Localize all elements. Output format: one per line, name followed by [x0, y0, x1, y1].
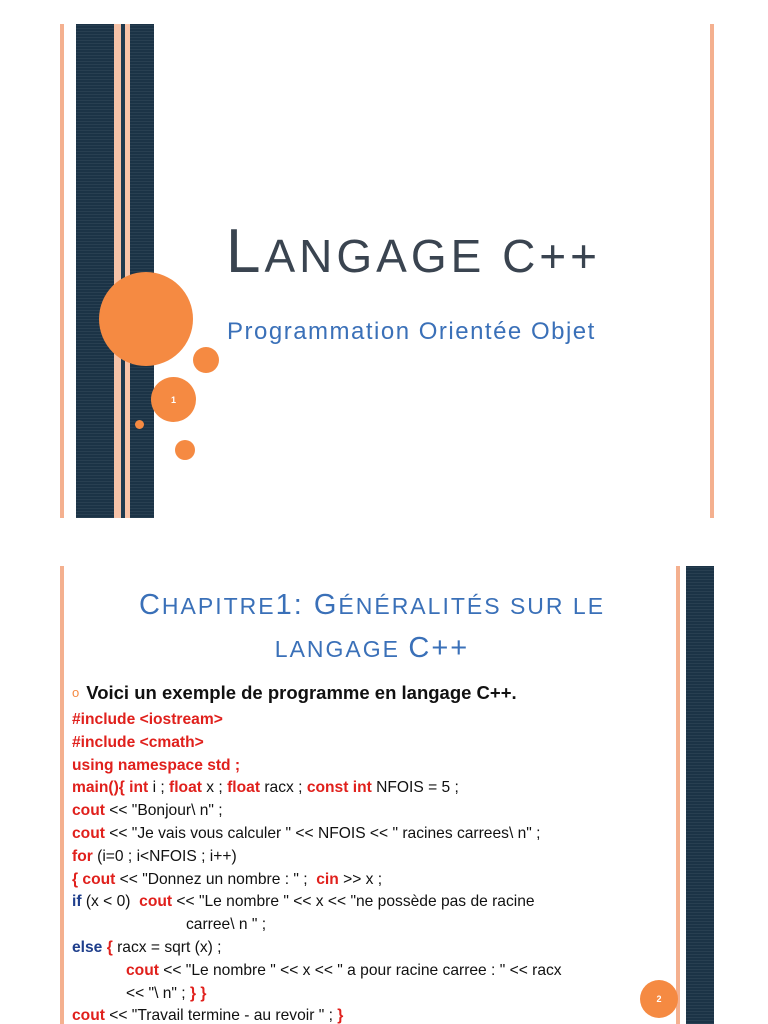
code-keyword: if: [72, 893, 82, 911]
decorative-stripe: [114, 24, 121, 518]
code-line: [72, 823, 672, 846]
code-text: x ;: [201, 779, 228, 797]
code-text: << "Le nombre " << x << "ne possède pas de racine: [172, 893, 535, 911]
code-keyword: float: [169, 779, 202, 797]
code-keyword: {: [102, 938, 113, 956]
code-keyword: cout: [126, 961, 159, 979]
code-text: << "Le nombre " << x << " a pour racine carree : " << racx: [158, 961, 562, 979]
title-initial: C: [138, 589, 162, 621]
code-text: racx ;: [260, 779, 307, 797]
code-line: [72, 709, 672, 732]
code-text: NFOIS = 5 ;: [371, 779, 459, 797]
content-slide: [60, 566, 714, 1024]
code-line: [72, 937, 672, 960]
decorative-circle-large: [99, 272, 193, 366]
code-text: (x < 0): [81, 893, 140, 911]
decorative-stripe: [676, 566, 680, 1024]
slide-subtitle: Programmation Orientée Objet: [227, 318, 596, 345]
decorative-stripe: [130, 24, 154, 518]
page-number-badge: [640, 980, 678, 1018]
code-keyword: #include <cmath>: [72, 733, 204, 751]
page-number-badge: [151, 377, 196, 422]
code-keyword: { cout: [72, 870, 116, 888]
code-line: [72, 960, 672, 983]
slide-title: [72, 584, 672, 670]
code-keyword: }: [337, 1007, 344, 1024]
code-keyword: #include <iostream>: [72, 711, 223, 728]
code-text: << "Travail termine - au revoir " ;: [104, 1007, 338, 1024]
code-line: [72, 983, 672, 1006]
code-keyword: main(){ int: [72, 779, 149, 797]
code-text: >> x ;: [338, 870, 383, 888]
code-line: [72, 891, 672, 914]
code-text: carree\ n " ;: [186, 916, 267, 934]
bullet-text: Voici un exemple de programme en langage C++.: [86, 682, 517, 703]
title-text: LANGAGE: [274, 636, 409, 662]
code-keyword: const int: [306, 779, 372, 797]
code-text: i ;: [148, 779, 170, 797]
code-keyword: else: [72, 938, 103, 956]
title-text: HAPITRE: [161, 593, 276, 619]
decorative-stripe: [76, 24, 114, 518]
decorative-stripe: [686, 566, 714, 1024]
slide-border-left: [60, 566, 64, 1024]
title-text: 1:: [275, 589, 314, 621]
code-keyword: float: [227, 779, 261, 797]
page-number: 1: [170, 394, 176, 405]
code-keyword: } }: [189, 984, 207, 1002]
code-line: [72, 1005, 672, 1024]
bullet-item: [72, 682, 517, 704]
title-initial: G: [313, 589, 339, 621]
title-text: ANGAGE C++: [264, 230, 602, 282]
slide-title: [226, 216, 601, 287]
code-keyword: cout: [72, 1007, 105, 1024]
slide-border-right: [710, 24, 714, 518]
bullet-icon: o: [72, 685, 80, 700]
code-listing: [72, 709, 672, 1024]
code-keyword: cin: [316, 870, 339, 888]
code-keyword: cout: [72, 802, 105, 820]
code-keyword: using namespace std ;: [72, 756, 241, 774]
code-text: (i=0 ; i<NFOIS ; i++): [92, 847, 237, 865]
code-text: << "\ n" ;: [126, 984, 190, 1002]
title-slide: [60, 24, 714, 518]
page-number: 2: [656, 994, 662, 1004]
code-line: [72, 732, 672, 755]
code-line: [72, 914, 672, 937]
code-text: << "Je vais vous calculer " << NFOIS << " racines carrees\ n" ;: [104, 824, 541, 842]
code-line: [72, 755, 672, 778]
code-keyword: for: [72, 847, 93, 865]
code-text: << "Bonjour\ n" ;: [104, 802, 223, 820]
code-text: racx = sqrt (x) ;: [112, 938, 222, 956]
code-line: [72, 869, 672, 892]
code-line: [72, 846, 672, 869]
title-text: ÉNÉRALITÉS SUR LE: [338, 593, 606, 619]
code-text: << "Donnez un nombre : " ;: [115, 870, 317, 888]
title-initial: L: [226, 217, 265, 286]
decorative-circle-small: [175, 440, 195, 460]
decorative-dot: [135, 420, 144, 429]
code-line: [72, 777, 672, 800]
decorative-circle-small: [193, 347, 219, 373]
code-keyword: cout: [72, 824, 105, 842]
code-keyword: cout: [139, 893, 173, 911]
title-text: C++: [408, 632, 470, 664]
slide-border-left: [60, 24, 64, 518]
code-line: [72, 800, 672, 823]
